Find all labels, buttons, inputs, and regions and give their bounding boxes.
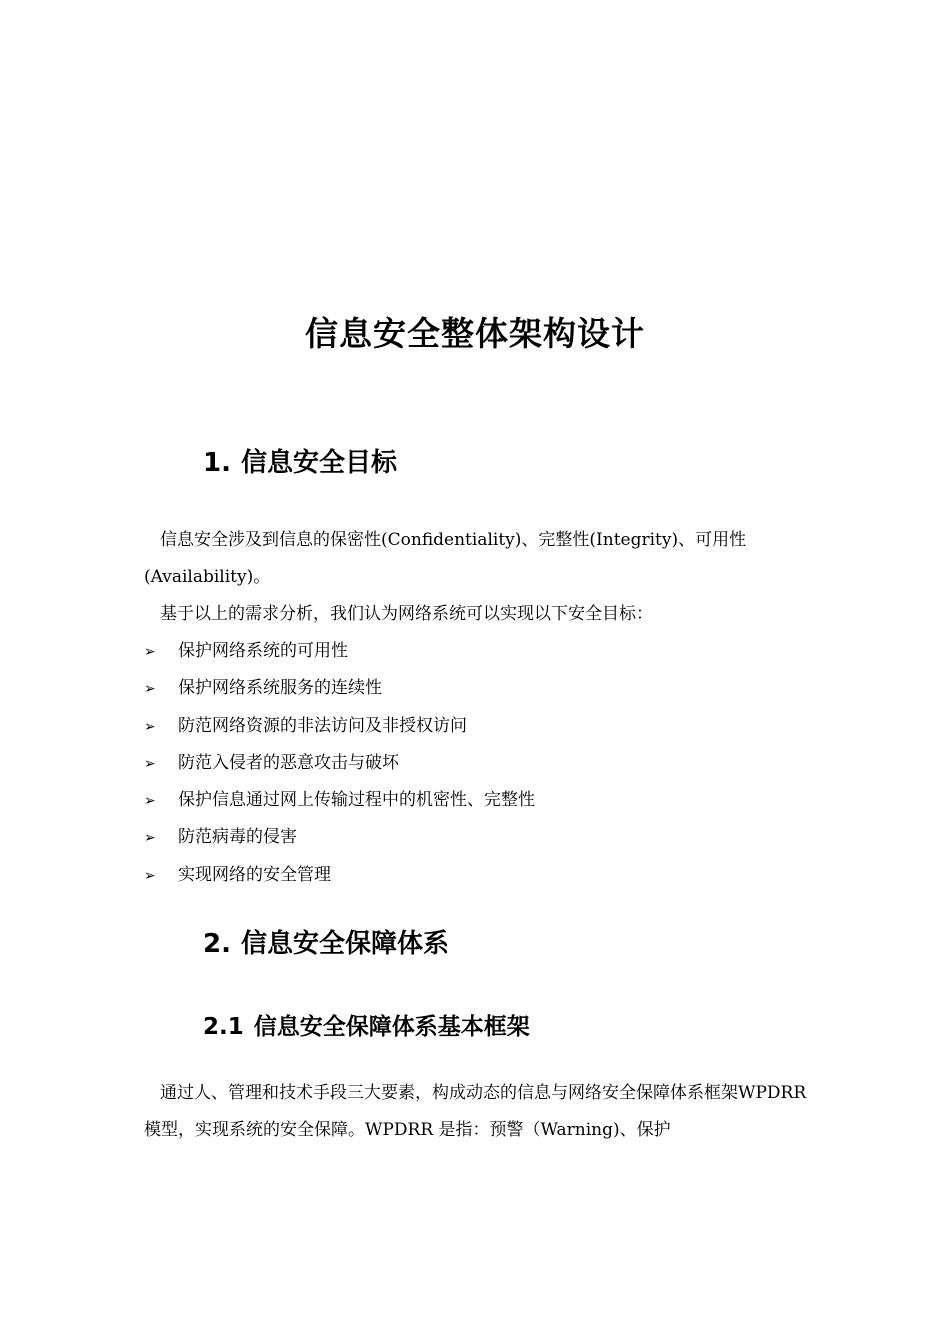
section-1-title: 信息安全目标: [240, 448, 397, 478]
section-1-heading: [203, 442, 397, 479]
section-1-paragraph-2: 基于以上的需求分析，我们认为网络系统可以实现以下安全目标：: [160, 604, 653, 624]
section-1-number: 1.: [203, 448, 231, 478]
section-1-paragraph-1: 信息安全涉及到信息的保密性(Confidentiality)、完整性(Integrity)、可用性(Availability)。: [144, 530, 747, 587]
section-2-1-number: 2.1: [203, 1014, 244, 1040]
section-2-number: 2.: [203, 929, 231, 959]
section-2-heading: [203, 923, 449, 960]
list-item: ➢ 保护信息通过网上传输过程中的机密性、完整性: [144, 782, 535, 819]
section-2-1-title: 信息安全保障体系基本框架: [253, 1014, 530, 1040]
list-item: ➢ 保护网络系统的可用性: [144, 633, 535, 670]
section-2-1-paragraph: 通过人、管理和技术手段三大要素，构成动态的信息与网络安全保障体系框架WPDRR 模型，实现系统的安全保障。WPDRR 是指：预警（Warning)、保护: [144, 1083, 807, 1140]
document-title: 信息安全整体架构设计: [305, 314, 645, 353]
section-2-title: 信息安全保障体系: [240, 929, 449, 959]
list-item: ➢ 防范病毒的侵害: [144, 819, 535, 856]
list-item: ➢ 实现网络的安全管理: [144, 857, 535, 894]
list-item: ➢ 防范入侵者的恶意攻击与破坏: [144, 745, 535, 782]
section-2-1-heading: [203, 1008, 530, 1041]
arrow-bullet-icon: ➢: [144, 793, 156, 810]
arrow-bullet-icon: ➢: [144, 718, 156, 735]
arrow-bullet-icon: ➢: [144, 681, 156, 698]
list-item: ➢ 保护网络系统服务的连续性: [144, 670, 535, 707]
arrow-bullet-icon: ➢: [144, 830, 156, 847]
list-item: ➢ 防范网络资源的非法访问及非授权访问: [144, 708, 535, 745]
arrow-bullet-icon: ➢: [144, 867, 156, 884]
arrow-bullet-icon: ➢: [144, 755, 156, 772]
security-goals-list: [144, 633, 535, 894]
arrow-bullet-icon: ➢: [144, 644, 156, 660]
